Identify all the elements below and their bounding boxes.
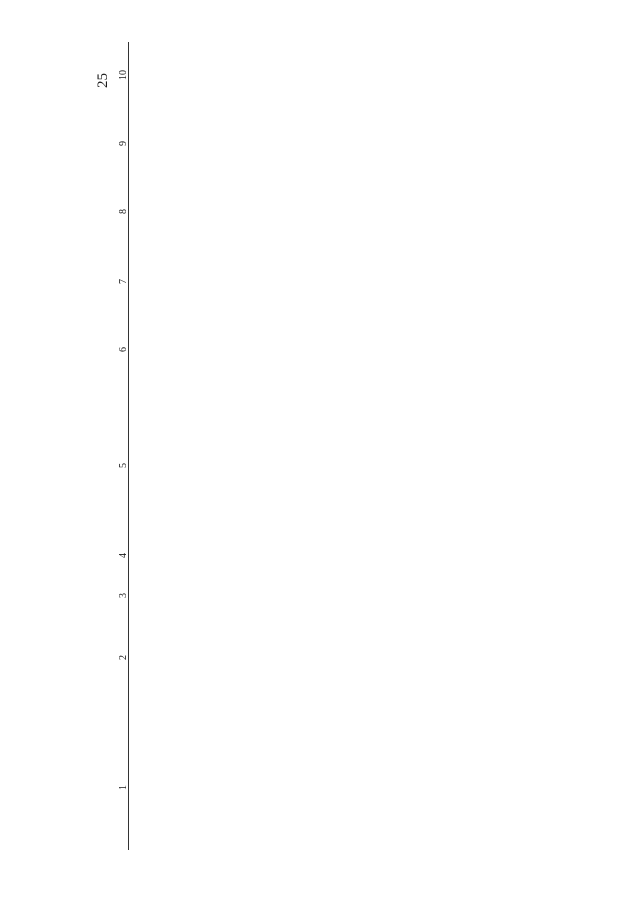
page-number: 25	[95, 73, 111, 88]
column-header-8: 8	[118, 209, 129, 214]
column-header-7: 7	[118, 279, 129, 284]
column-header-3: 3	[118, 593, 129, 598]
column-header-1: 1	[118, 785, 129, 790]
table-frame	[128, 42, 129, 850]
column-header-9: 9	[118, 141, 129, 146]
column-header-4: 4	[118, 553, 129, 558]
column-header-5: 5	[118, 463, 129, 468]
column-header-10: 10	[118, 70, 129, 80]
column-header-6: 6	[118, 347, 129, 352]
column-header-2: 2	[118, 655, 129, 660]
